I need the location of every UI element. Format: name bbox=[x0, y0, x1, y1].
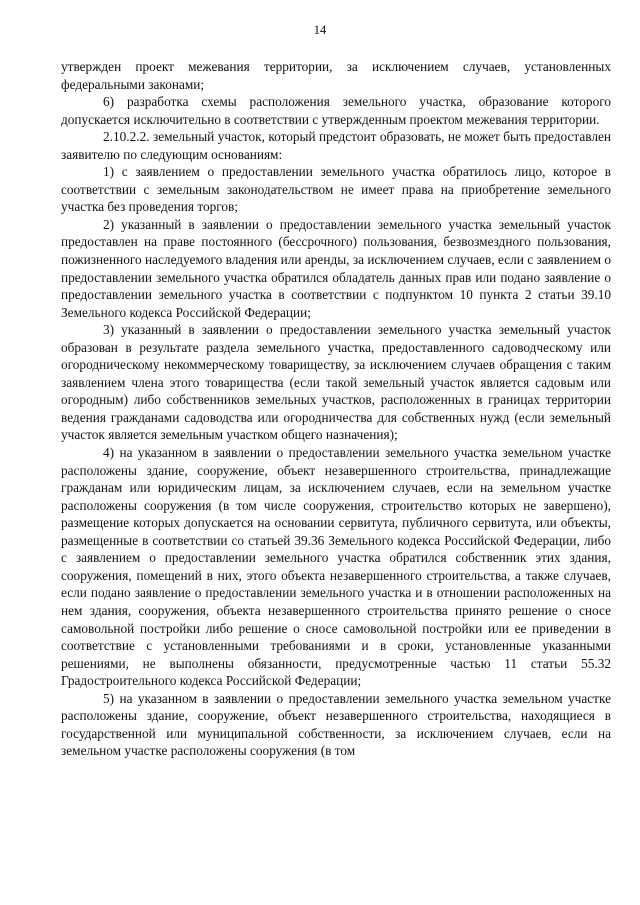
paragraph-item-4: 4) на указанном в заявлении о предоставлении земельного участка земельном участке расположены здание, сооружение, объект незавершенного строительства, принадлежащие гражданам или юридическим лицам, за исключением случаев, если на земельном участке расположены сооружения (в том числе сооружения, строительство которых не завершено), размещение которых допускается на основании сервитута, публичного сервитута, или объекты, размещенные в соответствии со статьей 39.36 Земельного кодекса Российской Федерации, либо с заявлением о предоставлении земельного участка обратился собственник этих здания, сооружения, помещений в них, этого объекта незавершенного строительства, а также случаев, если подано заявление о предоставлении земельного участка и в отношении расположенных на нем здания, сооружения, объекта незавершенного строительства принято решение о сносе самовольной постройки либо решение о сносе самовольной постройки или ее приведении в соответствие с установленными требованиями и в сроки, установленные указанными решениями, не выполнены обязанности, предусмотренные частью 11 статьи 55.32 Градостроительного кодекса Российской Федерации; bbox=[61, 445, 611, 689]
page-number: 14 bbox=[313, 23, 327, 37]
paragraph-item-5: 5) на указанном в заявлении о предоставлении земельного участка земельном участке расположены здание, сооружение, объект незавершенного строительства, находящиеся в государственной или муниципальной собственности, за исключением случаев, если на земельном участке расположены сооружения (в том bbox=[61, 690, 611, 759]
paragraph-continuation: утвержден проект межевания территории, за исключением случаев, установленных федеральными законами; bbox=[61, 59, 611, 92]
document-body bbox=[61, 58, 611, 760]
paragraph-item-1: 1) с заявлением о предоставлении земельного участка обратилось лицо, которое в соответствии с земельным законодательством не имеет права на приобретение земельного участка без проведения торгов; bbox=[61, 164, 611, 215]
paragraph-section-2-10-2-2: 2.10.2.2. земельный участок, который предстоит образовать, не может быть предоставлен заявителю по следующим основаниям: bbox=[61, 129, 611, 162]
paragraph-item-2: 2) указанный в заявлении о предоставлении земельного участка земельный участок предоставлен на праве постоянного (бессрочного) пользования, безвозмездного пользования, пожизненного наследуемого владения или аренды, за исключением случаев, если с заявлением о предоставлении земельного участка обратился обладатель данных прав или подано заявление о предоставлении земельного участка в соответствии с подпунктом 10 пункта 2 статьи 39.10 Земельного кодекса Российской Федерации; bbox=[61, 216, 611, 320]
paragraph-item-6: 6) разработка схемы расположения земельного участка, образование которого допускается исключительно в соответствии с утвержденным проектом межевания территории. bbox=[61, 94, 611, 127]
paragraph-item-3: 3) указанный в заявлении о предоставлении земельного участка земельный участок образован в результате раздела земельного участка, предоставленного садоводческому или огородническому некоммерческому товариществу, за исключением случаев обращения с таким заявлением члена этого товарищества (если такой земельный участок является садовым или огородным) либо собственников земельных участков, расположенных в границах территории ведения гражданами садоводства или огородничества для собственных нужд (если земельный участок является земельным участком общего назначения); bbox=[61, 322, 611, 443]
